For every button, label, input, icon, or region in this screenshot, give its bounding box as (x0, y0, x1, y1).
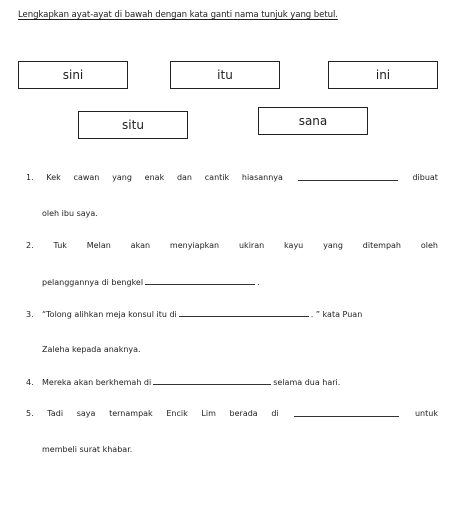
question-number: 5. (26, 409, 34, 418)
word: enak (144, 173, 165, 182)
word: Kek (46, 173, 61, 182)
word-label: itu (217, 68, 233, 82)
word: cawan (73, 173, 100, 182)
word: hiasannya (241, 173, 283, 182)
word: untuk (414, 409, 438, 418)
word: berada (229, 409, 258, 418)
word-box-sana (258, 107, 368, 135)
answer-blank[interactable] (153, 376, 271, 385)
question-3-continued: Zaleha kepada anaknya. (42, 345, 141, 354)
word: cantik (204, 173, 230, 182)
text: selama dua hari. (273, 378, 341, 387)
question-number: 2. (26, 241, 34, 250)
word: yang (323, 241, 343, 250)
word: Encik (166, 409, 188, 418)
word: ditempah (362, 241, 401, 250)
text: . ” kata Puan (310, 310, 363, 319)
word-label: situ (122, 118, 144, 132)
word-label: sini (62, 68, 84, 82)
text: Mereka akan berkhemah di (42, 378, 152, 387)
word: di (271, 409, 279, 418)
word: dan (176, 173, 193, 182)
word: oleh (420, 241, 438, 250)
question-number: 4. (26, 378, 34, 387)
question-2 (26, 240, 438, 252)
word: Tuk (53, 241, 67, 250)
word-label: ini (375, 68, 391, 82)
word: kayu (284, 241, 304, 250)
text: . (257, 278, 260, 287)
text: “Tolong alihkan meja konsul itu di (42, 310, 177, 319)
word-label: sana (298, 114, 328, 128)
word: Lim (201, 409, 216, 418)
word: yang (112, 173, 132, 182)
word: Tadi (47, 409, 64, 418)
word-box-sini (18, 61, 128, 89)
question-3 (26, 308, 438, 321)
question-1-continued: oleh ibu saya. (42, 209, 98, 218)
word: ternampak (109, 409, 153, 418)
instruction-text: Lengkapkan ayat-ayat di bawah dengan kata ganti nama tunjuk yang betul. (18, 10, 338, 20)
answer-blank[interactable] (179, 308, 309, 317)
question-5-continued: membeli surat khabar. (42, 445, 133, 454)
word: menyiapkan (169, 241, 220, 250)
answer-blank[interactable] (145, 276, 255, 285)
answer-blank[interactable] (298, 172, 398, 181)
question-2-continued (42, 276, 260, 289)
text: pelanggannya di bengkel (42, 278, 144, 287)
question-1 (26, 172, 438, 184)
word-box-situ (78, 111, 188, 139)
word-box-itu (170, 61, 280, 89)
question-5 (26, 408, 438, 420)
word: Melan (86, 241, 111, 250)
word-box-ini (328, 61, 438, 89)
answer-blank[interactable] (294, 408, 399, 417)
question-number: 3. (26, 310, 34, 319)
word: akan (130, 241, 151, 250)
word: saya (76, 409, 96, 418)
word: ukiran (238, 241, 265, 250)
question-4 (26, 376, 438, 389)
question-number: 1. (26, 173, 34, 182)
word: dibuat (412, 173, 438, 182)
